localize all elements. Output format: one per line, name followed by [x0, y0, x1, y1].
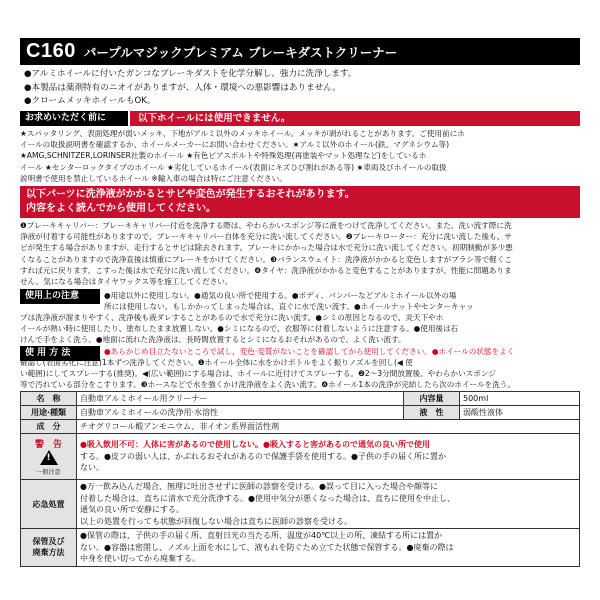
text-line: けんで手をよく洗う。●地面に流れた洗浄液は、長時間放置するとシミになるおそれがあるので、よく洗い流す。: [20, 335, 406, 345]
text-line: 確認し(表面劣化に注意)1本ずつ洗浄してください。❶ホイール全体に水をかけボトルをよく振りノズルを回し(◀ 使: [20, 358, 413, 367]
liquid-value: 弱酸性液体: [460, 406, 580, 420]
text-line: 中身を使い切ってから廃棄する。: [80, 554, 200, 563]
text-line: ビが発生する場合がありますが、走行するとサビは除去されます。ブレーキにかかった場合は水で充分に洗い流してください。初期制動が多少悪: [20, 243, 513, 253]
text-line: すれば元に戻ります。こすった後は水で充分に洗い流してください。❹タイヤ：洗浄液がかかると変色することがありますが、性能に問題ありま: [20, 265, 512, 275]
text-line: ❶ブレーキキャリパー：ブレーキキャリパー付近を洗浄する際は、やわらかいスポンジ等に液をつけて洗浄してください。また、洗い流す際に洗: [20, 221, 512, 230]
ingredients-value: チオグリコール酸アンモニウム、非イオン系界面活性剤: [77, 420, 580, 434]
text-line: 所には使用しない。もしかかってしまった場合は、直ぐに水で洗い流す。●ホイールナットやセンターキャッ: [104, 302, 474, 312]
product-code: C160: [26, 40, 76, 62]
warning-text: [77, 434, 580, 480]
first-aid-label: 応急処置: [21, 480, 77, 529]
usage-notes-header: 使用上の注意: [20, 289, 100, 304]
storage-label: 保管及び 廃棄方法: [21, 529, 77, 567]
how-to-use-text-top: [104, 346, 580, 357]
text-line: 通気の良い所で安静にする。: [80, 505, 184, 514]
title-bar: [20, 38, 580, 65]
product-name: パープルマジックプレミアム ブレーキダストクリーナー: [83, 44, 398, 60]
text-line: ●吸入飲用不可：人体に害があるので使用しない。●吸入すると害があるので通気の良い所で使用: [80, 440, 430, 450]
text-line: ない。: [80, 463, 104, 473]
table-row: [21, 529, 580, 567]
intro-line: ●クロームメッキホイールもOK。: [24, 96, 156, 106]
text-line: 説明書で使用を禁止しているホイール ※輸入車の場合は特にご注意ください。: [20, 173, 287, 183]
text-line: イールの取扱説明書を確認するか、ホイールメーカーにお問い合わせください。★アルミ以外のホイール(鉄、マグネシウム等): [20, 140, 450, 150]
table-row: [21, 434, 580, 480]
how-to-use-header: 使 用 方 法: [20, 346, 100, 361]
liquid-label: 液 性: [404, 406, 460, 420]
how-to-use-text: [20, 357, 580, 391]
text-line: ●あらかじめ目立たないところで試し、変色·変質がないことを確認してから使用してください。●ホイールの状態をよく: [104, 347, 515, 356]
spec-table: [20, 391, 580, 567]
warning-label: 警 告: [34, 440, 62, 450]
text-line: ★AMG,SCHNITZER,LORINSER社製のホイール ★有色ピアスボルトや特殊処理(再塗装やマット処理など)をしているホ: [20, 151, 427, 161]
parts-warning-line: 以下パーツに洗浄液がかかるとサビや変色が発生するおそれがあります。: [26, 189, 355, 200]
intro-line: ●アルミホイールに付いたガンコなブレーキダストを化学分解し、強力に洗浄します。: [24, 69, 357, 79]
parts-text: [20, 220, 580, 287]
text-line: 以上の処置を行っても状態が回復しない場合は直ちに医師の診察を受ける。: [80, 516, 352, 526]
text-line: イール ★センターロックタイプのホイール ★劣化しているホイール(表面にキズひび割れがある等) ★車両及びホイールの取扱: [20, 162, 447, 172]
text-line: ●保管の際は、子供の手の届く所、直射日光の当たる所、温度が40℃以上の所、凍結する所には置か: [80, 531, 443, 540]
use-label: 用途·種類: [21, 406, 77, 420]
ingredients-label: 成 分: [21, 420, 77, 434]
name-label: 名 称: [21, 392, 77, 406]
table-row: [21, 420, 580, 434]
usage-notes-text: [20, 312, 580, 346]
text-line: 浄液が付着する可能性がありますので、ブレーキキャリパー自体を充分に洗い流してください。❷ブレーキローター：充分に洗い流した後も、サ: [20, 232, 512, 242]
first-aid-text: [77, 480, 580, 529]
before-use-text: [20, 128, 580, 184]
before-use-header: お求めいただく前に: [20, 111, 128, 126]
text-line: する。●皮フの弱い人は、かぶれるおそれがあるので保護手袋を使用する。●子供の手の届く所に置か: [80, 451, 446, 461]
text-line: 等で汚れている部分をこすります。❸ホースなどで水を強くかけ洗浄液をよく洗い流す。❹ホイール1本の洗浄が完結したら次のホイールを洗う。: [20, 380, 515, 390]
table-row: [21, 406, 580, 420]
warning-icon: !: [40, 450, 58, 465]
text-line: プは洗浄液が溜まりやすく、洗浄後も液ダレすることがあるので水で充分に洗い流す。●シミの原因となるので、炎天下やホ: [20, 313, 444, 322]
warning-sub: 一般注意: [36, 469, 61, 476]
storage-text: [77, 529, 580, 567]
use-value: 自動車アルミホイールの洗浄用·水溶性: [77, 406, 404, 420]
text-line: イールが熱い時に使用したり、塗布したまま放置しない。●シミになるので、衣服等に付着しないように注意する。●使用後は石: [20, 324, 459, 334]
text-line: い範囲)にしてスプレーする(推奨)。◀(広い範囲)にする場合は、ホイールに近付けてスプレーする。❷2〜3分間放置後、やわらかいスポンジ: [20, 369, 496, 379]
text-line: 付着した場合は、直ちに清水で充分洗浄する。●使用中気分が悪くなった場合は、直ちに使用を中止し、: [80, 493, 455, 503]
intro-line: ●本製品は薬剤特有のニオイがありますが、人体・環境への悪影響はありません。: [24, 82, 341, 93]
table-row: [21, 480, 580, 529]
intro-bullets: [24, 68, 580, 109]
volume-value: 500ml: [460, 392, 580, 406]
parts-warning-banner: [20, 186, 580, 218]
text-line: ●用途以外に使用しない。●通気の良い所で使用する。●ボディ、バンパーなどアルミホイール以外の場: [104, 291, 457, 300]
volume-label: 内容量: [404, 392, 460, 406]
text-line: ★スパッタリング、表面処理が弱いメッキ、下地がアルミ以外のメッキホイール。メッキが剥がれることがあります。ご使用前にホ: [20, 129, 465, 138]
product-label: [20, 38, 580, 563]
name-value: 自動車アルミホイール用クリーナー: [77, 392, 404, 406]
text-line: ない。●容器は密閉し、ノズル上面を水にして、液もれを防ぐため立てた状態で保管する。●廃棄の際は: [80, 542, 454, 552]
text-line: せん。気になる場合はタイヤワックス等を施工してください。: [20, 277, 233, 287]
parts-warning-line: 内容をよく読んでから使用してください。: [26, 203, 216, 214]
table-row: [21, 392, 580, 406]
usage-notes-text-top: [104, 290, 580, 312]
text-line: ●万一飲み込んだ場合、無理に吐出させずに医師の診察を受ける。●誤って目に入った場合や顔等に: [80, 482, 438, 491]
warning-cell: [21, 434, 77, 480]
before-use-banner: 以下ホイールには使用できません。: [130, 111, 580, 126]
text-line: くなることがありますので洗浄直後は慎重にブレーキをかけてください。❸バランスウェイト：洗浄液がかかると変色しますがブラシ等で軽くこ: [20, 254, 512, 264]
